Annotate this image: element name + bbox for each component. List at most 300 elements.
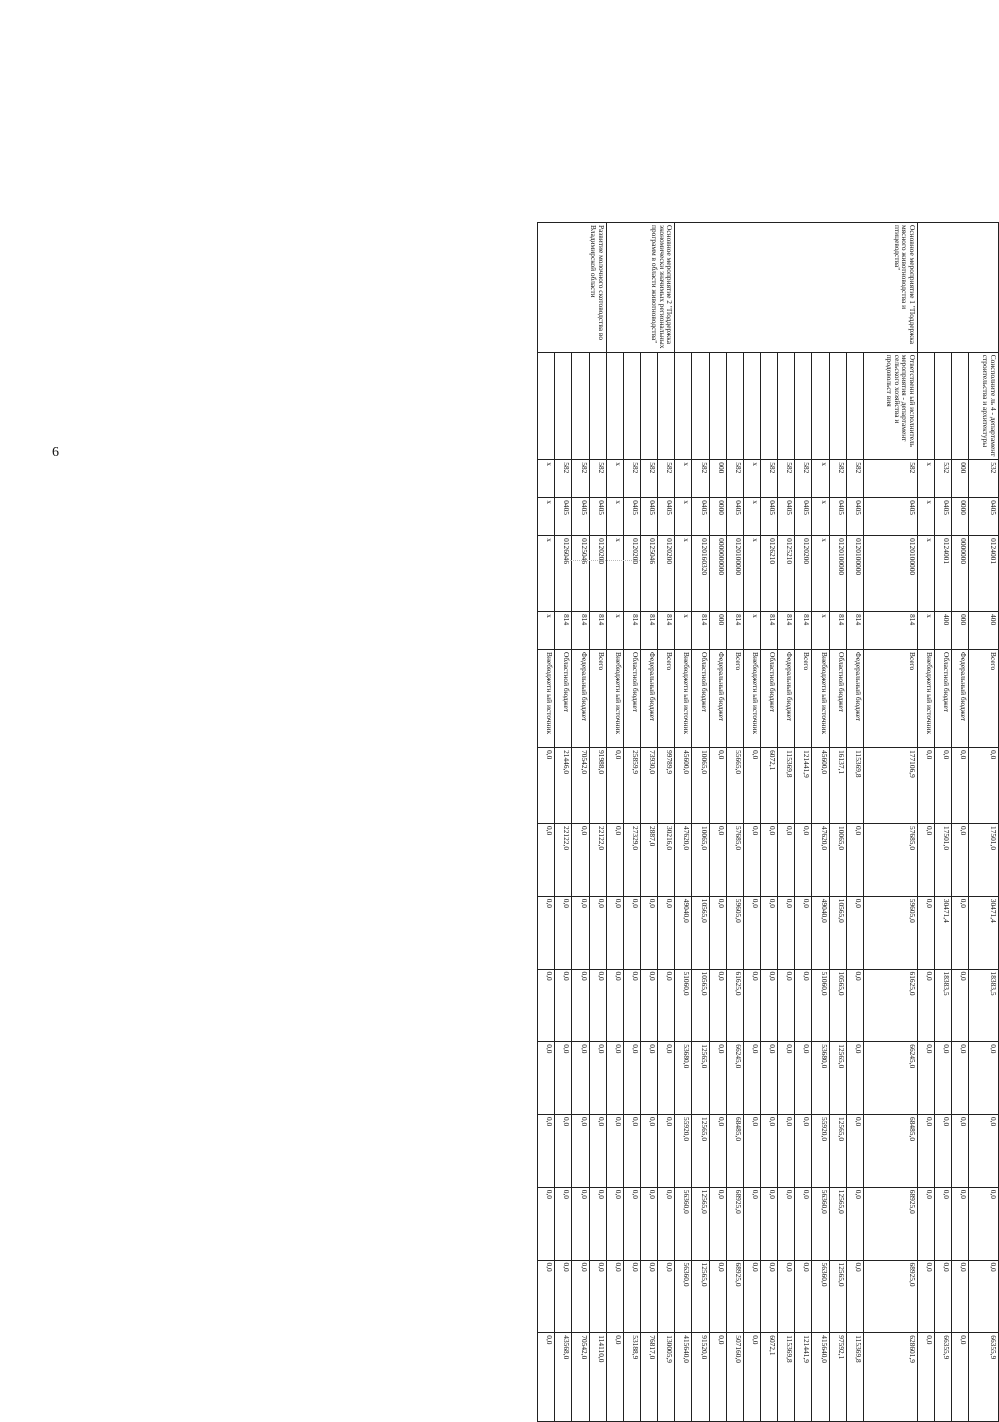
table-cell: 61625,0 bbox=[726, 969, 743, 1042]
table-cell: 47620,0 bbox=[812, 824, 829, 897]
table-cell: 0,0 bbox=[743, 896, 760, 969]
table-cell: 814 bbox=[726, 612, 743, 650]
table-cell: 415640,0 bbox=[812, 1333, 829, 1422]
table-cell: x bbox=[538, 460, 555, 498]
table-cell: 91988,0 bbox=[589, 748, 606, 824]
table-cell: 0,0 bbox=[555, 969, 572, 1042]
table-cell: 0000000 bbox=[952, 536, 969, 612]
table-cell: x bbox=[918, 612, 935, 650]
table-cell: 0,0 bbox=[918, 1042, 935, 1115]
table-cell: 0,0 bbox=[846, 1260, 863, 1333]
table-cell: 0405 bbox=[795, 498, 812, 536]
table-cell bbox=[918, 352, 935, 460]
table-cell: 56360,0 bbox=[675, 1187, 692, 1260]
table-cell: 0,0 bbox=[778, 1115, 795, 1188]
table-cell: 0,0 bbox=[589, 969, 606, 1042]
table-cell: 582 bbox=[555, 460, 572, 498]
table-cell: 0,0 bbox=[589, 1042, 606, 1115]
table-cell: 0,0 bbox=[641, 896, 658, 969]
table-cell: 115369,8 bbox=[846, 1333, 863, 1422]
table-cell: x bbox=[538, 498, 555, 536]
table-cell: 99789,9 bbox=[658, 748, 675, 824]
table-cell: x bbox=[606, 536, 623, 612]
table-cell: 582 bbox=[778, 460, 795, 498]
table-cell: 49040,0 bbox=[812, 896, 829, 969]
table-cell: 0,0 bbox=[555, 1187, 572, 1260]
table-cell: 0,0 bbox=[709, 824, 726, 897]
measure-name-cell: Основное мероприятие 2 "Поддержка экономически значимых региональных программ в области животноводства" bbox=[606, 223, 675, 353]
table-cell: 0,0 bbox=[935, 1042, 952, 1115]
table-cell: 55920,0 bbox=[812, 1115, 829, 1188]
table-row bbox=[743, 223, 760, 1422]
table-cell: 12565,0 bbox=[829, 1042, 846, 1115]
table-cell: Областной бюджет bbox=[829, 650, 846, 748]
table-cell: Всего bbox=[589, 650, 606, 748]
table-row bbox=[623, 223, 640, 1422]
table-cell: 0,0 bbox=[969, 748, 999, 824]
table-cell: 0,0 bbox=[743, 1333, 760, 1422]
table-cell: 582 bbox=[795, 460, 812, 498]
table-cell: 0,0 bbox=[969, 1115, 999, 1188]
table-cell: 115369,8 bbox=[846, 748, 863, 824]
table-cell: 73930,0 bbox=[641, 748, 658, 824]
table-cell: 0,0 bbox=[846, 1187, 863, 1260]
table-cell: 97592,1 bbox=[829, 1333, 846, 1422]
table-cell: 0405 bbox=[623, 498, 640, 536]
table-row bbox=[760, 223, 777, 1422]
table-cell: 0,0 bbox=[743, 824, 760, 897]
table-cell: 814 bbox=[572, 612, 589, 650]
table-cell bbox=[675, 352, 692, 460]
table-cell bbox=[658, 352, 675, 460]
table-cell: 0,0 bbox=[538, 824, 555, 897]
table-cell: 0,0 bbox=[538, 1187, 555, 1260]
table-cell: 0,0 bbox=[846, 969, 863, 1042]
table-cell bbox=[606, 352, 623, 460]
table-row bbox=[555, 223, 572, 1422]
table-cell: 0,0 bbox=[709, 969, 726, 1042]
table-cell: 0,0 bbox=[606, 1260, 623, 1333]
table-cell: 0125046 bbox=[572, 536, 589, 612]
table-cell: Внебюджетн ый источник bbox=[606, 650, 623, 748]
table-cell: 582 bbox=[846, 460, 863, 498]
rotated-table-sheet bbox=[0, 222, 999, 1363]
table-cell: 000 bbox=[952, 460, 969, 498]
table-cell: 0405 bbox=[658, 498, 675, 536]
table-cell: Всего bbox=[726, 650, 743, 748]
table-cell: x bbox=[606, 460, 623, 498]
table-cell: 0,0 bbox=[846, 896, 863, 969]
table-cell: 70542,0 bbox=[572, 1333, 589, 1422]
table-cell: 12565,0 bbox=[829, 1115, 846, 1188]
table-cell: Областной бюджет bbox=[760, 650, 777, 748]
table-cell: 0,0 bbox=[969, 1260, 999, 1333]
table-cell: 53680,0 bbox=[812, 1042, 829, 1115]
table-cell: 0,0 bbox=[795, 1042, 812, 1115]
table-cell: 12565,0 bbox=[692, 1042, 709, 1115]
table-cell: 582 bbox=[658, 460, 675, 498]
table-cell bbox=[795, 352, 812, 460]
table-cell: 0,0 bbox=[709, 1115, 726, 1188]
table-cell: 0,0 bbox=[918, 1333, 935, 1422]
table-cell: 582 bbox=[572, 460, 589, 498]
table-cell: 0405 bbox=[555, 498, 572, 536]
table-cell: Федеральный бюджет bbox=[709, 650, 726, 748]
table-cell: 0124001 bbox=[969, 536, 999, 612]
table-cell: 17501,0 bbox=[935, 824, 952, 897]
table-cell: 0,0 bbox=[918, 1115, 935, 1188]
table-cell: 53680,0 bbox=[675, 1042, 692, 1115]
table-cell: 0,0 bbox=[572, 969, 589, 1042]
table-cell: 0,0 bbox=[641, 1187, 658, 1260]
table-cell: 0405 bbox=[863, 498, 917, 536]
table-cell: 0120200 bbox=[658, 536, 675, 612]
table-cell: 57685,0 bbox=[726, 824, 743, 897]
table-cell: 0,0 bbox=[572, 1042, 589, 1115]
table-cell: 68485,0 bbox=[726, 1115, 743, 1188]
table-cell: 0,0 bbox=[952, 1115, 969, 1188]
table-cell: 415640,0 bbox=[675, 1333, 692, 1422]
table-cell: 0,0 bbox=[778, 896, 795, 969]
table-cell bbox=[846, 352, 863, 460]
table-cell: Соисполните ль 4 - департамент строительства и архитектуры bbox=[969, 352, 999, 460]
table-cell: 0,0 bbox=[658, 1115, 675, 1188]
table-cell: 56360,0 bbox=[675, 1260, 692, 1333]
table-cell: 45600,0 bbox=[812, 748, 829, 824]
table-cell: 0405 bbox=[778, 498, 795, 536]
table-cell: 12565,0 bbox=[692, 1260, 709, 1333]
table-cell: 0124001 bbox=[935, 536, 952, 612]
table-cell: 22122,0 bbox=[555, 824, 572, 897]
table-cell: 582 bbox=[641, 460, 658, 498]
table-cell: 22122,0 bbox=[589, 824, 606, 897]
table-cell: 0,0 bbox=[795, 969, 812, 1042]
table-row bbox=[863, 223, 917, 1422]
table-cell: 400 bbox=[969, 612, 999, 650]
table-cell: 0,0 bbox=[935, 1260, 952, 1333]
table-row bbox=[675, 223, 692, 1422]
table-cell: 0,0 bbox=[760, 824, 777, 897]
table-cell: 27329,0 bbox=[623, 824, 640, 897]
table-cell: Областной бюджет bbox=[935, 650, 952, 748]
table-cell: Всего bbox=[658, 650, 675, 748]
table-cell: 0405 bbox=[846, 498, 863, 536]
table-cell: x bbox=[538, 612, 555, 650]
table-cell: 0,0 bbox=[918, 748, 935, 824]
table-cell: 0,0 bbox=[709, 1042, 726, 1115]
table-cell: 582 bbox=[692, 460, 709, 498]
table-row bbox=[692, 223, 709, 1422]
table-cell: 0,0 bbox=[589, 1115, 606, 1188]
table-cell: x bbox=[812, 498, 829, 536]
table-cell: 0,0 bbox=[952, 1260, 969, 1333]
table-cell: 0,0 bbox=[641, 969, 658, 1042]
table-cell: 12565,0 bbox=[692, 1115, 709, 1188]
table-cell: 10565,0 bbox=[692, 896, 709, 969]
table-cell: 0,0 bbox=[918, 969, 935, 1042]
table-cell: 0,0 bbox=[795, 1115, 812, 1188]
table-cell: x bbox=[675, 612, 692, 650]
table-cell: 0126210 bbox=[760, 536, 777, 612]
table-cell: 0,0 bbox=[572, 896, 589, 969]
table-cell: 68925,0 bbox=[726, 1260, 743, 1333]
table-cell: 582 bbox=[863, 460, 917, 498]
table-cell: 30471,4 bbox=[969, 896, 999, 969]
table-cell: 582 bbox=[623, 460, 640, 498]
table-cell: 0,0 bbox=[589, 1187, 606, 1260]
table-cell: 0,0 bbox=[641, 1260, 658, 1333]
table-cell: Областной бюджет bbox=[692, 650, 709, 748]
table-cell: 66245,0 bbox=[863, 1042, 917, 1115]
table-cell: 59605,0 bbox=[863, 896, 917, 969]
table-cell: 0,0 bbox=[606, 896, 623, 969]
table-cell: x bbox=[675, 536, 692, 612]
table-cell: x bbox=[812, 460, 829, 498]
table-cell: Областной бюджет bbox=[555, 650, 572, 748]
table-cell: 66355,9 bbox=[935, 1333, 952, 1422]
table-cell bbox=[829, 352, 846, 460]
table-cell: 68925,0 bbox=[726, 1187, 743, 1260]
table-cell: 115369,8 bbox=[778, 1333, 795, 1422]
table-cell: 582 bbox=[589, 460, 606, 498]
table-cell: 814 bbox=[641, 612, 658, 650]
table-cell: 0,0 bbox=[795, 896, 812, 969]
table-cell: 0,0 bbox=[572, 1260, 589, 1333]
table-cell: 0,0 bbox=[589, 1260, 606, 1333]
table-cell: 76817,0 bbox=[641, 1333, 658, 1422]
table-cell: 0405 bbox=[589, 498, 606, 536]
table-cell: 55665,0 bbox=[726, 748, 743, 824]
table-cell bbox=[709, 352, 726, 460]
table-cell bbox=[935, 352, 952, 460]
table-cell: 0,0 bbox=[606, 748, 623, 824]
table-cell bbox=[760, 352, 777, 460]
table-cell: 814 bbox=[760, 612, 777, 650]
table-cell: Внебюджетн ый источник bbox=[538, 650, 555, 748]
table-cell: 0,0 bbox=[952, 969, 969, 1042]
table-cell: 70542,0 bbox=[572, 748, 589, 824]
table-cell: 0,0 bbox=[760, 1187, 777, 1260]
table-row bbox=[606, 223, 623, 1422]
table-cell: 68925,0 bbox=[863, 1187, 917, 1260]
table-cell: Всего bbox=[795, 650, 812, 748]
table-cell: 0,0 bbox=[538, 1042, 555, 1115]
table-row bbox=[538, 223, 555, 1422]
table-cell: 0,0 bbox=[969, 1042, 999, 1115]
table-cell: 0120200 bbox=[795, 536, 812, 612]
table-cell: x bbox=[918, 498, 935, 536]
table-cell: 0,0 bbox=[658, 969, 675, 1042]
table-cell: 0,0 bbox=[795, 824, 812, 897]
table-cell: 814 bbox=[829, 612, 846, 650]
table-cell bbox=[641, 352, 658, 460]
table-cell: 56360,0 bbox=[812, 1187, 829, 1260]
table-cell: 0405 bbox=[829, 498, 846, 536]
table-cell: x bbox=[812, 612, 829, 650]
table-cell: Областной бюджет bbox=[623, 650, 640, 748]
table-cell: 000 bbox=[709, 612, 726, 650]
table-cell: 0,0 bbox=[538, 748, 555, 824]
budget-table bbox=[537, 222, 999, 1422]
table-cell: 61625,0 bbox=[863, 969, 917, 1042]
table-cell: 814 bbox=[778, 612, 795, 650]
table-cell: 0,0 bbox=[846, 1042, 863, 1115]
table-cell: 0,0 bbox=[969, 1187, 999, 1260]
table-cell: 30471,4 bbox=[935, 896, 952, 969]
table-cell: 0,0 bbox=[538, 1333, 555, 1422]
table-cell: 0120100000 bbox=[726, 536, 743, 612]
table-cell: x bbox=[918, 460, 935, 498]
table-cell: 43568,0 bbox=[555, 1333, 572, 1422]
table-cell: 0,0 bbox=[952, 748, 969, 824]
table-cell: Внебюджетн ый источник bbox=[812, 650, 829, 748]
table-row bbox=[778, 223, 795, 1422]
table-row bbox=[572, 223, 589, 1422]
table-cell: 0,0 bbox=[623, 1042, 640, 1115]
table-row bbox=[846, 223, 863, 1422]
table-cell: x bbox=[743, 460, 760, 498]
table-cell: 0,0 bbox=[743, 1260, 760, 1333]
table-cell: 0,0 bbox=[555, 1042, 572, 1115]
table-cell: 21446,0 bbox=[555, 748, 572, 824]
table-cell: 0,0 bbox=[538, 1115, 555, 1188]
table-cell: 0,0 bbox=[606, 1115, 623, 1188]
table-cell: 6072,1 bbox=[760, 748, 777, 824]
measure-name-cell: Развитие молочного скотоводства во Владимирской области bbox=[538, 223, 607, 353]
table-cell: 628601,9 bbox=[863, 1333, 917, 1422]
table-cell: 814 bbox=[846, 612, 863, 650]
table-cell: 0,0 bbox=[606, 824, 623, 897]
table-cell: 0,0 bbox=[606, 1042, 623, 1115]
table-cell: 0,0 bbox=[572, 1187, 589, 1260]
table-cell: 0126046 bbox=[555, 536, 572, 612]
table-cell: 0,0 bbox=[709, 1333, 726, 1422]
table-cell: 10565,0 bbox=[692, 969, 709, 1042]
table-cell: 0,0 bbox=[952, 1333, 969, 1422]
table-cell: 130005,9 bbox=[658, 1333, 675, 1422]
table-cell: 2887,0 bbox=[641, 824, 658, 897]
table-cell: 121441,9 bbox=[795, 1333, 812, 1422]
table-cell: Федеральный бюджет bbox=[952, 650, 969, 748]
table-cell: x bbox=[675, 498, 692, 536]
table-cell: 0,0 bbox=[709, 1260, 726, 1333]
table-cell: 10065,0 bbox=[692, 748, 709, 824]
measure-name-cell bbox=[918, 223, 999, 353]
table-cell: 0,0 bbox=[623, 1260, 640, 1333]
table-cell: Ответственн ый исполнитель мероприятия - департамент сельского хозяйства и продовольст вия bbox=[863, 352, 917, 460]
table-cell: 56360,0 bbox=[812, 1260, 829, 1333]
table-cell: 000 bbox=[709, 460, 726, 498]
table-cell: 47620,0 bbox=[675, 824, 692, 897]
table-cell: 0405 bbox=[641, 498, 658, 536]
table-cell bbox=[743, 352, 760, 460]
table-cell: 53188,9 bbox=[623, 1333, 640, 1422]
table-cell: 66245,0 bbox=[726, 1042, 743, 1115]
table-cell: 0,0 bbox=[743, 1042, 760, 1115]
table-row bbox=[795, 223, 812, 1422]
table-cell: 0,0 bbox=[623, 969, 640, 1042]
table-cell: 0,0 bbox=[743, 1115, 760, 1188]
table-cell: x bbox=[918, 536, 935, 612]
table-cell bbox=[726, 352, 743, 460]
table-cell: 0,0 bbox=[760, 969, 777, 1042]
table-cell: 0,0 bbox=[918, 1187, 935, 1260]
table-row bbox=[935, 223, 952, 1422]
table-cell: 0,0 bbox=[846, 1115, 863, 1188]
table-cell: 814 bbox=[692, 612, 709, 650]
table-row bbox=[918, 223, 935, 1422]
page-number: 6 bbox=[52, 445, 59, 460]
table-cell: 814 bbox=[795, 612, 812, 650]
table-cell: x bbox=[743, 536, 760, 612]
table-cell: 66355,9 bbox=[969, 1333, 999, 1422]
table-cell: 532 bbox=[969, 460, 999, 498]
table-cell: 17501,0 bbox=[969, 824, 999, 897]
table-cell: 0,0 bbox=[555, 896, 572, 969]
table-cell: 49040,0 bbox=[675, 896, 692, 969]
table-cell: 0000000000 bbox=[709, 536, 726, 612]
table-cell: 0,0 bbox=[555, 1115, 572, 1188]
table-cell: 0405 bbox=[726, 498, 743, 536]
table-cell: Федеральный бюджет bbox=[778, 650, 795, 748]
table-cell: 814 bbox=[863, 612, 917, 650]
table-cell: 18383,5 bbox=[969, 969, 999, 1042]
table-cell: 0125210 bbox=[778, 536, 795, 612]
table-cell bbox=[538, 352, 555, 460]
table-cell: 0,0 bbox=[795, 1187, 812, 1260]
table-cell: 0000 bbox=[709, 498, 726, 536]
table-cell bbox=[812, 352, 829, 460]
table-cell: 0,0 bbox=[709, 1187, 726, 1260]
table-cell: 0,0 bbox=[743, 1187, 760, 1260]
table-cell: 0120200 bbox=[589, 536, 606, 612]
table-cell: 0,0 bbox=[709, 896, 726, 969]
table-cell: 0,0 bbox=[760, 896, 777, 969]
table-cell: 12565,0 bbox=[829, 1260, 846, 1333]
table-cell: x bbox=[606, 612, 623, 650]
table-cell: 582 bbox=[829, 460, 846, 498]
table-cell: 0,0 bbox=[778, 824, 795, 897]
table-cell: 0,0 bbox=[918, 1260, 935, 1333]
table-cell: 0,0 bbox=[623, 896, 640, 969]
table-cell: 814 bbox=[589, 612, 606, 650]
table-cell: 532 bbox=[935, 460, 952, 498]
table-cell: 0120100000 bbox=[863, 536, 917, 612]
table-cell: 0,0 bbox=[952, 1187, 969, 1260]
table-cell: 25859,9 bbox=[623, 748, 640, 824]
table-row bbox=[829, 223, 846, 1422]
table-cell: 0,0 bbox=[589, 896, 606, 969]
table-cell: 12565,0 bbox=[692, 1187, 709, 1260]
table-cell bbox=[623, 352, 640, 460]
table-cell: 582 bbox=[726, 460, 743, 498]
table-cell: 0,0 bbox=[658, 1042, 675, 1115]
table-cell: 0,0 bbox=[778, 1042, 795, 1115]
table-cell: 115369,8 bbox=[778, 748, 795, 824]
table-cell: 0,0 bbox=[795, 1260, 812, 1333]
table-cell: 0,0 bbox=[572, 824, 589, 897]
table-cell: 0,0 bbox=[555, 1260, 572, 1333]
table-cell: 0120100000 bbox=[846, 536, 863, 612]
table-cell: 177106,9 bbox=[863, 748, 917, 824]
table-cell: 51060,0 bbox=[812, 969, 829, 1042]
table-cell: 0,0 bbox=[760, 1260, 777, 1333]
table-cell: x bbox=[606, 498, 623, 536]
table-cell: 0,0 bbox=[658, 1260, 675, 1333]
table-cell bbox=[952, 352, 969, 460]
table-cell: 0,0 bbox=[760, 1115, 777, 1188]
table-cell: 507160,0 bbox=[726, 1333, 743, 1422]
